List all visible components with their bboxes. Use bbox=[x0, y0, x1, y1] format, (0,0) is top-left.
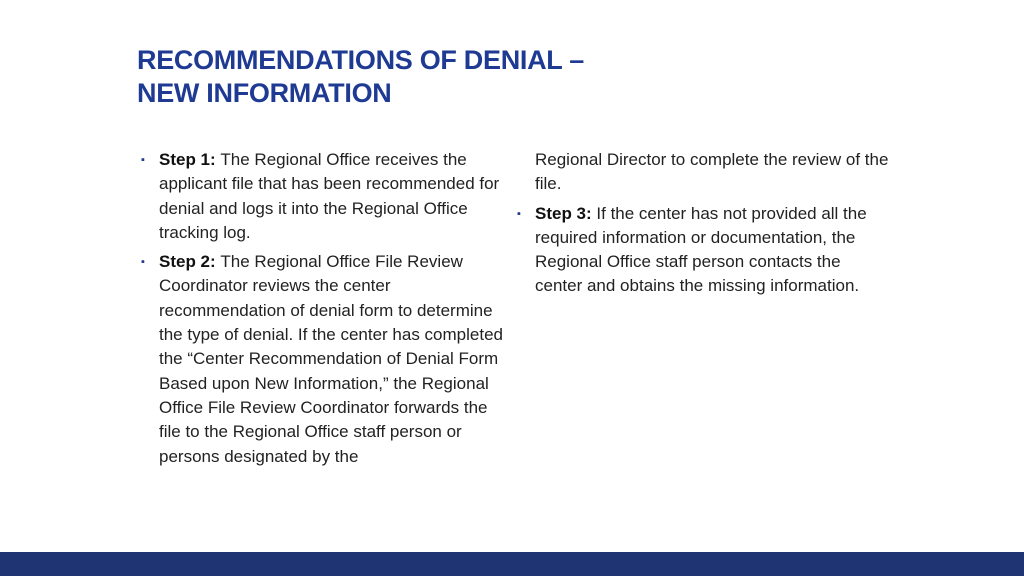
step-1-label: Step 1: bbox=[159, 150, 221, 169]
step-2-text: The Regional Office File Review Coordinator reviews the center recommendation of denial form to determine the type of denial. If the center has completed the “Center Recommendation of Denial Form Based upon New Information,” the Regional Office File Review Coordinator forwards the file to the Regional Office staff person or persons designated by the bbox=[159, 252, 503, 466]
step-2-item bbox=[141, 250, 506, 469]
slide-title-line-2: NEW INFORMATION bbox=[137, 78, 392, 108]
step-2-continuation: Regional Director to complete the review of the file. bbox=[535, 150, 889, 194]
step-3-item bbox=[517, 202, 892, 299]
step-3-text: If the center has not provided all the required information or documentation, the Regional Office staff person contacts the center and obtains the missing information. bbox=[535, 203, 867, 296]
footer-bar bbox=[0, 552, 1024, 576]
left-column bbox=[141, 148, 506, 474]
bullet-icon: ▪ bbox=[517, 207, 521, 220]
step-1-item bbox=[141, 148, 506, 245]
slide-title bbox=[137, 44, 837, 110]
step-1-text: The Regional Office receives the applicant file that has been recommended for denial and logs it into the Regional Office tracking log. bbox=[159, 150, 500, 242]
slide-title-line-1: RECOMMENDATIONS OF DENIAL – bbox=[137, 45, 584, 75]
right-column bbox=[517, 148, 892, 304]
bullet-icon: ▪ bbox=[141, 256, 145, 269]
step-3-label: Step 3: bbox=[535, 203, 597, 223]
bullet-icon: ▪ bbox=[141, 154, 145, 166]
step-2-label: Step 2: bbox=[159, 252, 221, 272]
